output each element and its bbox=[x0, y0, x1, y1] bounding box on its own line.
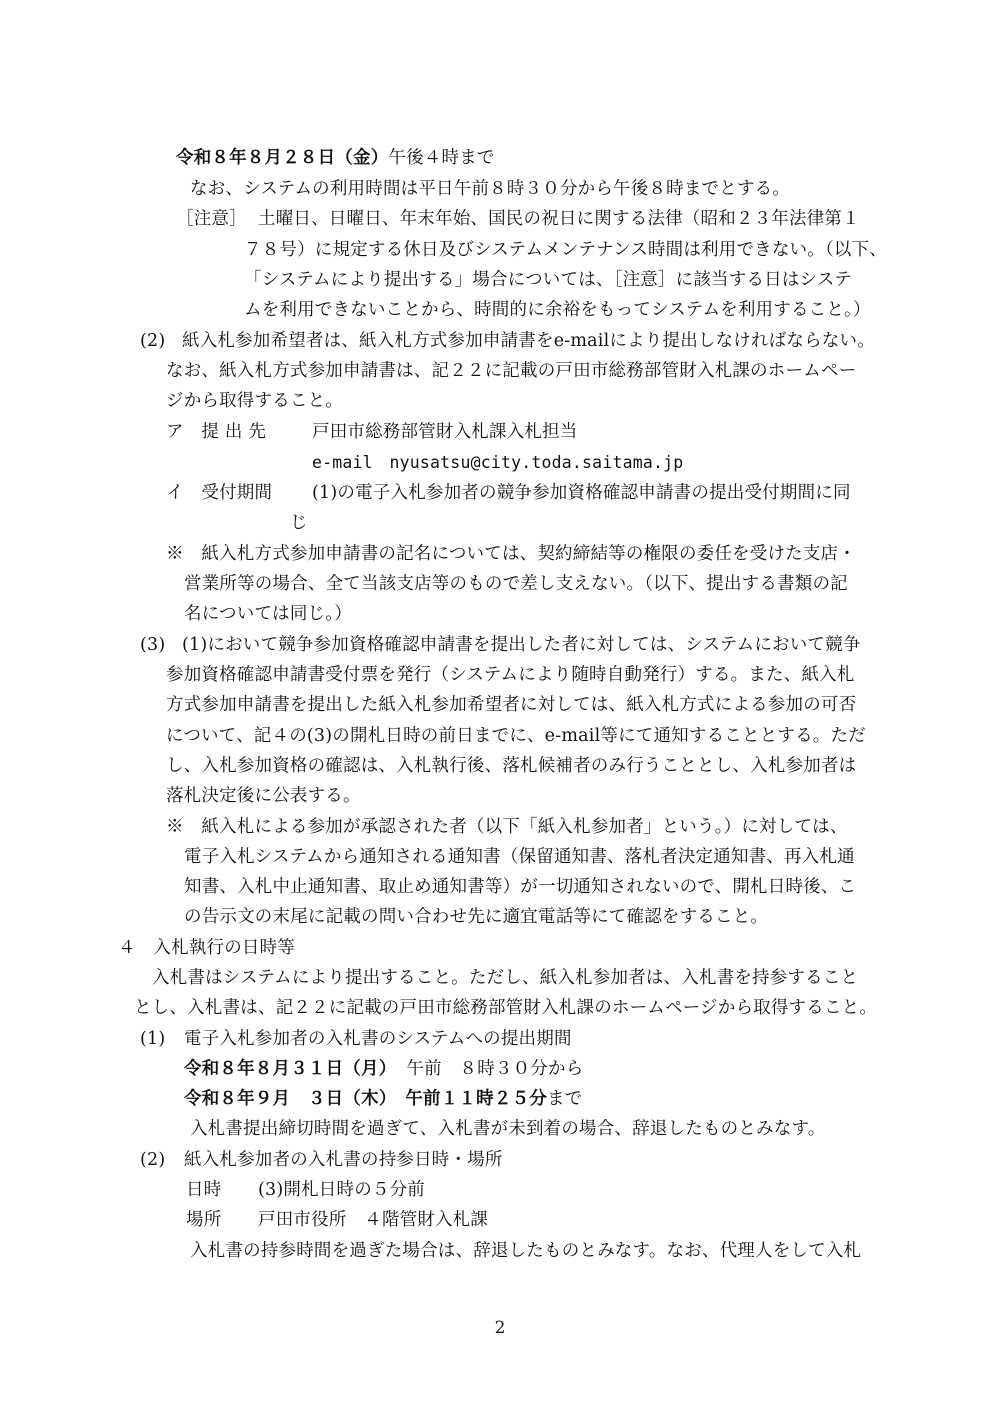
item-3-line-5: し、入札参加資格の確認は、入札執行後、落札候補者のみ行うこととし、入札参加者は bbox=[166, 756, 857, 776]
delivery-place-label: 場所 bbox=[186, 1210, 222, 1230]
note-line-4: ムを利用できないことから、時間的に余裕をもってシステムを利用すること。） bbox=[244, 300, 871, 320]
reception-period-value-cont: じ bbox=[290, 513, 308, 533]
bid-end-date: 令和８年９月 ３日（木） 午前１１時２５分 bbox=[184, 1089, 547, 1109]
note-line-3: 「システムにより提出する」場合については、［注意］に該当する日はシステ bbox=[244, 270, 852, 290]
item-4-2-note: 入札書の持参時間を過ぎた場合は、辞退したものとみなす。なお、代理人をして入札 bbox=[190, 1241, 862, 1261]
item-2-note-3: 名については同じ。） bbox=[184, 604, 352, 624]
page-number: 2 bbox=[494, 1318, 506, 1338]
reception-period-value: (1)の電子入札参加者の競争参加資格確認申請書の提出受付期間に同 bbox=[312, 483, 851, 503]
item-3-note-4: の告示文の末尾に記載の問い合わせ先に適宜電話等にて確認をすること。 bbox=[184, 907, 769, 927]
bid-start-date: 令和８年８月３１日（月） bbox=[184, 1059, 397, 1079]
deadline-time: 午後４時まで bbox=[388, 148, 495, 168]
deadline-date: 令和８年８月２８日（金） bbox=[176, 148, 389, 168]
section-4-intro-1: 入札書はシステムにより提出すること。ただし、紙入札参加者は、入札書を持参すること bbox=[152, 968, 859, 988]
note-line-2: ７８号）に規定する休日及びシステムメンテナンス時間は利用できない。（以下、 bbox=[244, 240, 887, 260]
item-4-2-title: 紙入札参加者の入札書の持参日時・場所 bbox=[184, 1150, 503, 1170]
item-2-note-1: ※ 紙入札方式参加申請書の記名については、契約締結等の権限の委任を受けた支店・ bbox=[166, 544, 856, 564]
item-4-1-note: 入札書提出締切時間を過ぎて、入札書が未到着の場合、辞退したものとみなす。 bbox=[190, 1119, 826, 1139]
item-2-line-2: なお、紙入札方式参加申請書は、記２２に記載の戸田市総務部管財入札課のホームペー bbox=[166, 361, 857, 381]
bid-period-end bbox=[184, 1087, 582, 1111]
item-2-line-1: 紙入札参加希望者は、紙入札方式参加申請書をe-mailにより提出しなければならない。 bbox=[182, 331, 875, 351]
item-3-line-1: (1)において競争参加資格確認申請書を提出した者に対しては、システムにおいて競争 bbox=[182, 635, 861, 655]
email-address[interactable]: e-mail nyusatsu@city.toda.saitama.jp bbox=[312, 453, 684, 472]
section-4-heading: ４ 入札執行の日時等 bbox=[118, 938, 295, 958]
bid-end-suffix: まで bbox=[546, 1089, 583, 1109]
item-3-line-2: 参加資格確認申請書受付票を発行（システムにより随時自動発行）する。また、紙入札 bbox=[166, 665, 855, 685]
system-hours: なお、システムの利用時間は平日午前８時３０分から午後８時までとする。 bbox=[190, 179, 791, 199]
reception-period-label: イ 受付期間 bbox=[166, 483, 273, 503]
section-4-intro-2: とし、入札書は、記２２に記載の戸田市総務部管財入札課のホームページから取得すること。 bbox=[134, 998, 878, 1018]
bid-period-start bbox=[184, 1057, 583, 1081]
item-3-line-3: 方式参加申請書を提出した紙入札参加希望者に対しては、紙入札方式による参加の可否 bbox=[166, 695, 857, 715]
item-3-note-2: 電子入札システムから通知される通知書（保留通知書、落札者決定通知書、再入札通 bbox=[184, 847, 855, 867]
item-3-line-4: について、記４の(3)の開札日時の前日までに、e-mail等にて通知することとする。ただ bbox=[166, 726, 866, 746]
item-2-number: (2) bbox=[140, 331, 166, 351]
item-2-note-2: 営業所等の場合、全て当該支店等のもので差し支えない。（以下、提出する書類の記 bbox=[184, 574, 848, 594]
note-line-1: 土曜日、日曜日、年末年始、国民の祝日に関する法律（昭和２３年法律第１ bbox=[258, 209, 860, 229]
delivery-place-value: 戸田市役所 ４階管財入札課 bbox=[258, 1210, 489, 1230]
note-label: ［注意］ bbox=[176, 209, 247, 229]
delivery-time-label: 日時 bbox=[186, 1180, 222, 1200]
item-4-1-number: (1) bbox=[140, 1029, 166, 1049]
item-3-number: (3) bbox=[140, 635, 166, 655]
item-3-line-6: 落札決定後に公表する。 bbox=[166, 786, 361, 806]
item-3-note-1: ※ 紙入札による参加が承認された者（以下「紙入札参加者」という。）に対しては、 bbox=[166, 817, 848, 837]
submit-to-value: 戸田市総務部管財入札課入札担当 bbox=[312, 422, 578, 442]
item-4-2-number: (2) bbox=[140, 1150, 166, 1170]
bid-start-time: 午前 ８時３０分から bbox=[406, 1059, 584, 1079]
item-3-note-3: 知書、入札中止通知書、取止め通知書等）が一切通知されないので、開札日時後、こ bbox=[184, 877, 857, 897]
delivery-time-value: (3)開札日時の５分前 bbox=[258, 1180, 425, 1200]
submit-to-label: ア 提 出 先 bbox=[166, 422, 267, 442]
item-2-line-3: ジから取得すること。 bbox=[166, 391, 343, 411]
item-4-1-title: 電子入札参加者の入札書のシステムへの提出期間 bbox=[184, 1029, 572, 1049]
deadline-line bbox=[176, 146, 495, 170]
